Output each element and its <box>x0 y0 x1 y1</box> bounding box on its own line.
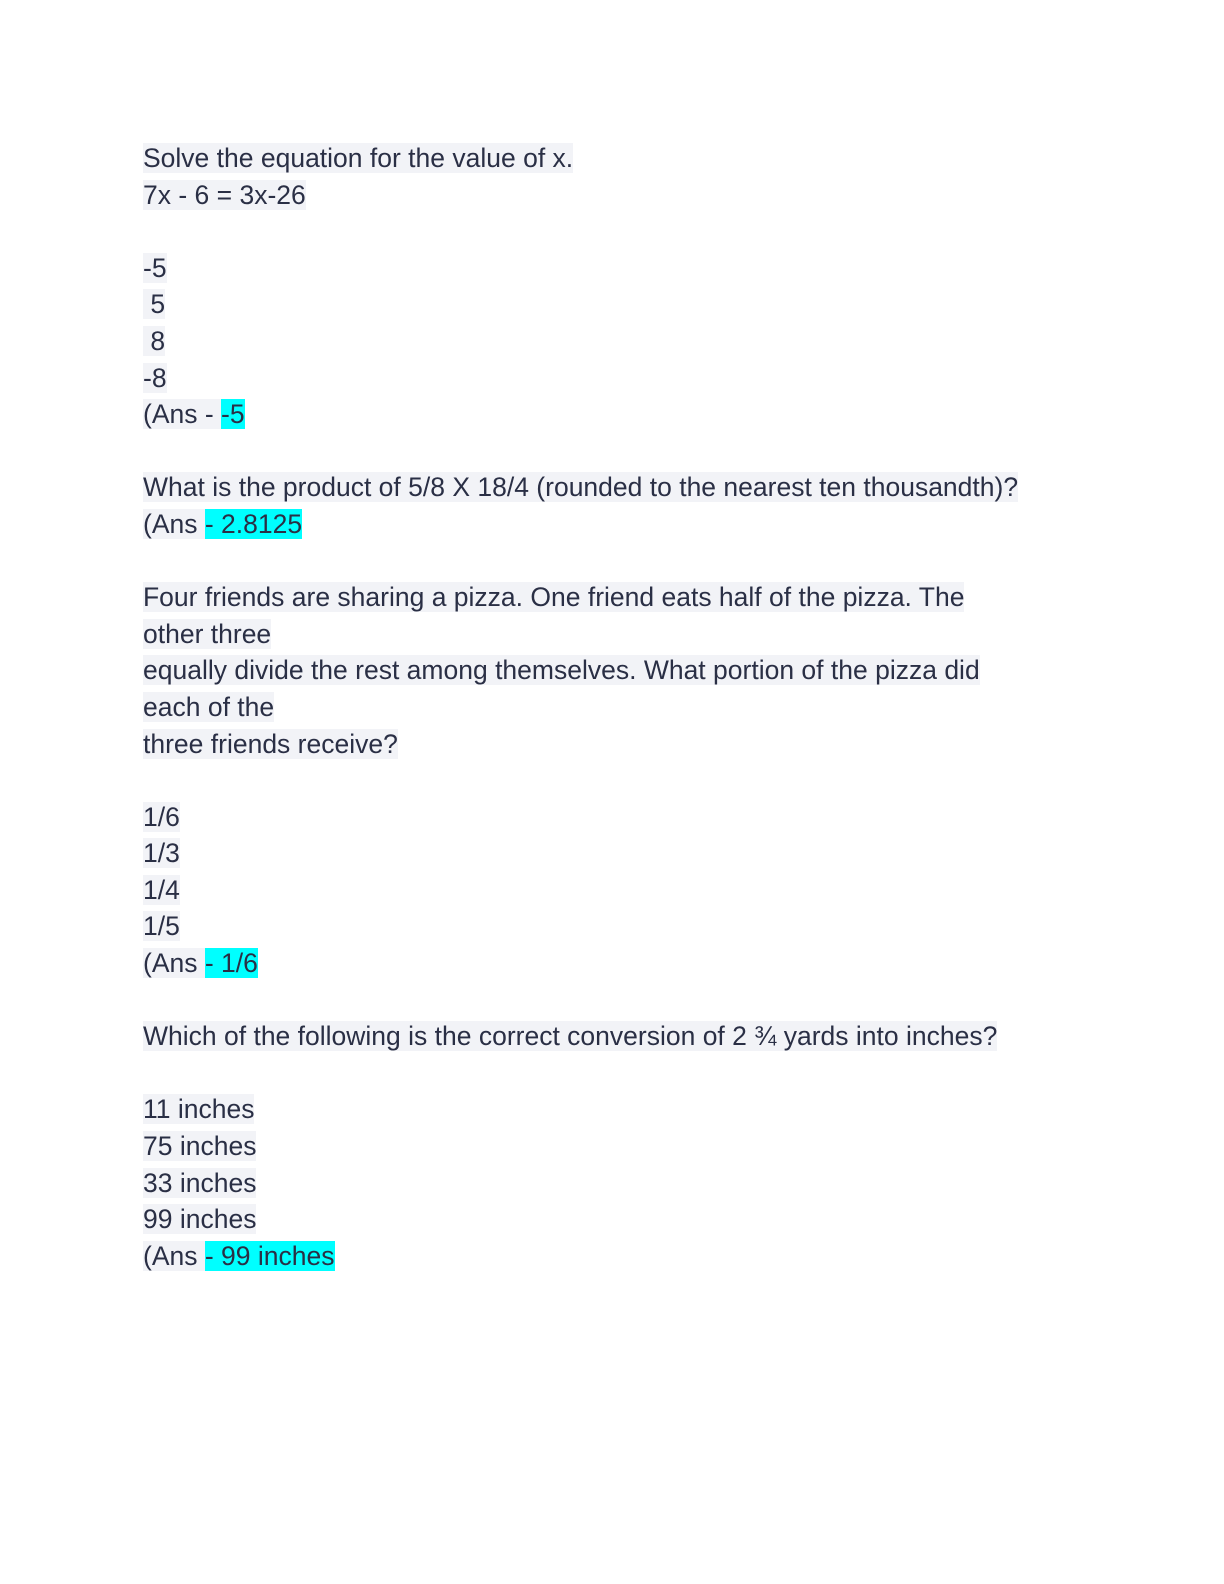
q3-option-text: 1/6 <box>143 801 180 832</box>
q4-option <box>143 1201 1103 1238</box>
q1-option-text: 8 <box>143 325 166 356</box>
q4-prompt-line <box>143 1018 1103 1055</box>
spacer <box>143 213 1103 250</box>
q3-answer-line <box>143 945 1103 982</box>
q3-option <box>143 835 1103 872</box>
spacer <box>143 543 1103 580</box>
q3-option <box>143 799 1103 836</box>
q1-option <box>143 360 1103 397</box>
q1-prompt-line-1 <box>143 140 1103 177</box>
q4-answer-line <box>143 1238 1103 1275</box>
q1-option <box>143 250 1103 287</box>
q3-option-text: 1/4 <box>143 874 180 905</box>
spacer <box>143 433 1103 470</box>
q1-prompt-line-2 <box>143 177 1103 214</box>
spacer <box>143 1055 1103 1092</box>
q4-option-text: 11 inches <box>143 1094 255 1125</box>
q3-option <box>143 908 1103 945</box>
q2-prompt-text: What is the product of 5/8 X 18/4 (rounded to the nearest ten thousandth)? <box>143 472 1019 503</box>
q3-option <box>143 872 1103 909</box>
q3-answer-highlight: - 1/6 <box>204 948 258 979</box>
document-page <box>143 140 1103 1274</box>
q1-option-text: -5 <box>143 252 167 283</box>
q1-option-text: -8 <box>143 362 167 393</box>
q3-prompt-text: equally divide the rest among themselves. What portion of the pizza did <box>143 655 980 686</box>
q3-prompt-line <box>143 652 1103 689</box>
q1-equation-text: 7x - 6 = 3x-26 <box>143 179 306 210</box>
q1-option-text: 5 <box>143 289 166 320</box>
q3-option-text: 1/5 <box>143 911 180 942</box>
q4-option-text: 75 inches <box>143 1131 257 1162</box>
q4-option <box>143 1091 1103 1128</box>
q1-answer-line <box>143 396 1103 433</box>
q4-answer-prefix: (Ans <box>143 1240 205 1271</box>
q3-prompt-line <box>143 616 1103 653</box>
q3-prompt-line <box>143 726 1103 763</box>
q3-option-text: 1/3 <box>143 838 180 869</box>
q3-prompt-text: other three <box>143 618 272 649</box>
q3-prompt-text: Four friends are sharing a pizza. One friend eats half of the pizza. The <box>143 582 965 613</box>
q4-option-text: 33 inches <box>143 1167 257 1198</box>
q4-option <box>143 1165 1103 1202</box>
q3-answer-prefix: (Ans <box>143 948 205 979</box>
q2-answer-prefix: (Ans <box>143 508 205 539</box>
q4-option <box>143 1128 1103 1165</box>
q3-prompt-line <box>143 689 1103 726</box>
q3-prompt-line <box>143 579 1103 616</box>
q2-prompt-line <box>143 469 1103 506</box>
q2-answer-line <box>143 506 1103 543</box>
q1-option <box>143 286 1103 323</box>
q4-answer-highlight: - 99 inches <box>204 1240 335 1271</box>
q3-prompt-text: each of the <box>143 691 275 722</box>
spacer <box>143 762 1103 799</box>
q1-answer-highlight: -5 <box>221 399 245 430</box>
q1-answer-prefix: (Ans - <box>143 399 222 430</box>
q3-prompt-text: three friends receive? <box>143 728 398 759</box>
q2-answer-highlight: - 2.8125 <box>204 508 303 539</box>
q4-prompt-text: Which of the following is the correct conversion of 2 ¾ yards into inches? <box>143 1021 998 1052</box>
spacer <box>143 982 1103 1019</box>
q4-option-text: 99 inches <box>143 1204 257 1235</box>
q1-option <box>143 323 1103 360</box>
q1-prompt-text-1: Solve the equation for the value of x. <box>143 143 574 173</box>
